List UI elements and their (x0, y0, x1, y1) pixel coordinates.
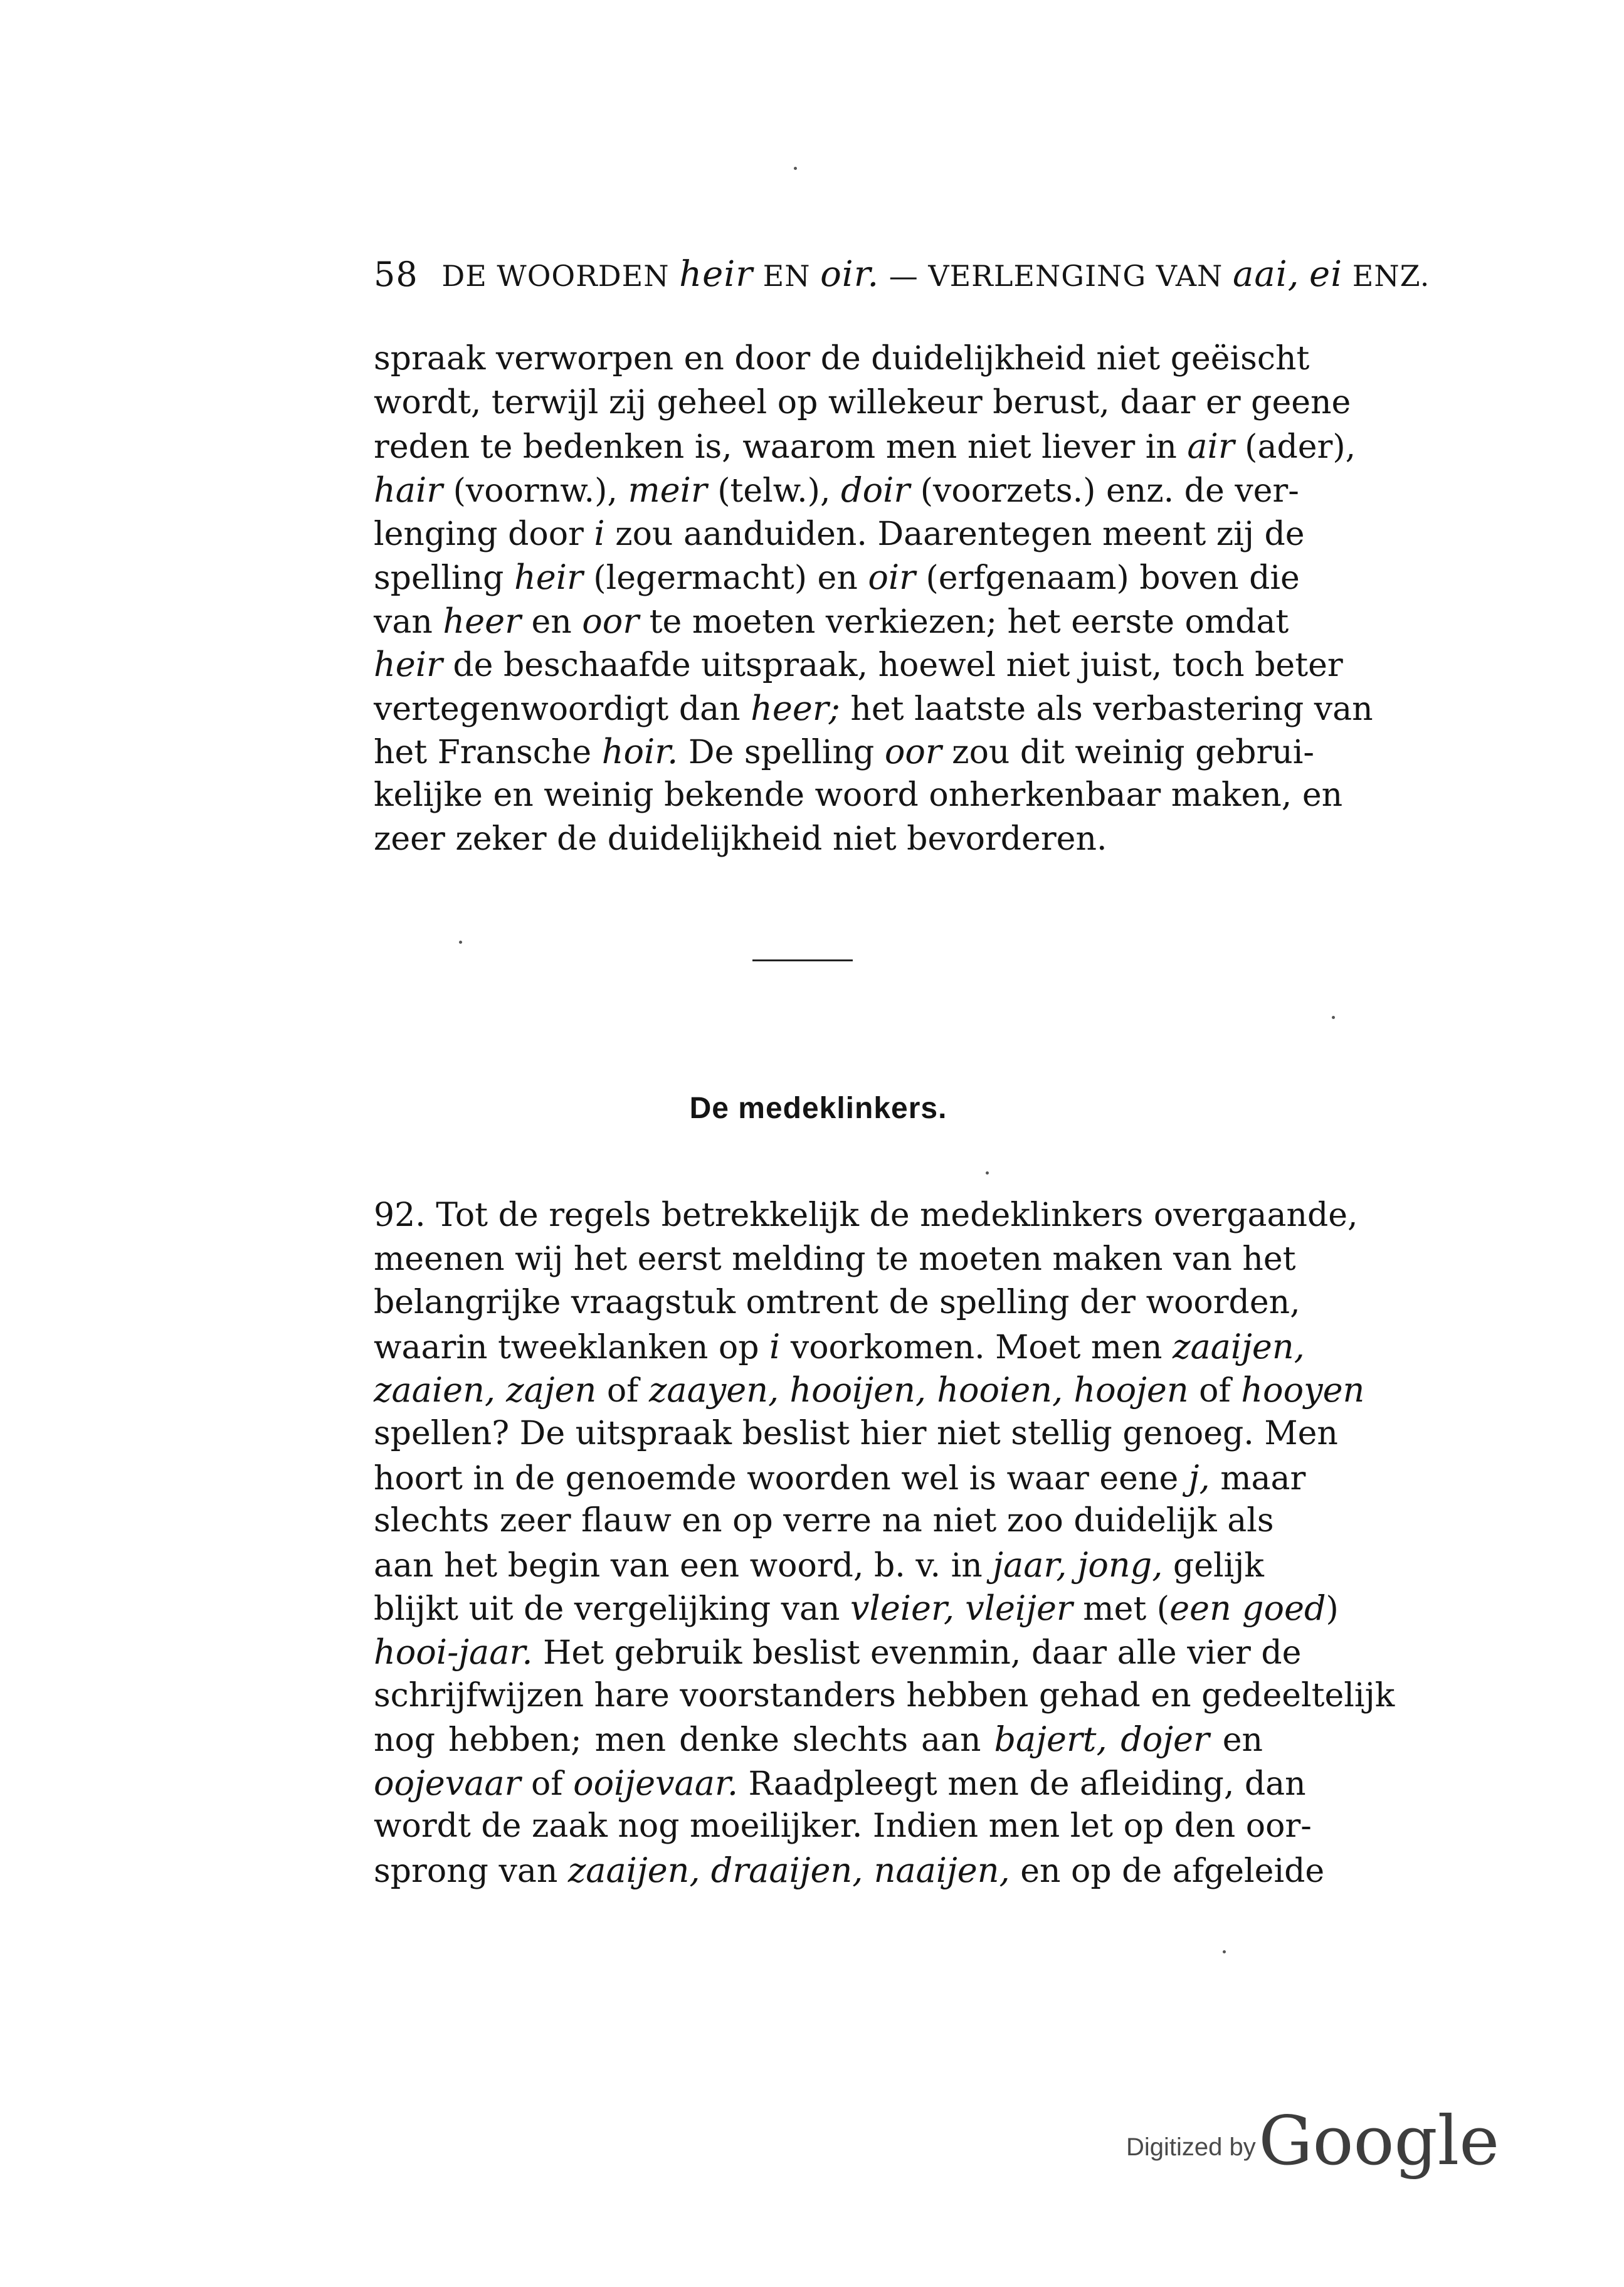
text-line (374, 599, 1289, 643)
text-line (374, 512, 1305, 556)
line-text: (ader), (1234, 428, 1356, 467)
line-text: te moeten verkiezen; het eerste omdat (639, 603, 1289, 641)
line-text: waarin tweeklanken op (374, 1328, 770, 1366)
line-text: sprong van (374, 1852, 568, 1890)
text-line (374, 1761, 1306, 1805)
line-text: of (596, 1372, 649, 1410)
line-text: met ( (1072, 1590, 1170, 1629)
line-text: hoort in de genoemde woorden wel is waar eene (374, 1459, 1189, 1497)
line-text: belangrijke vraagstuk omtrent de spelling der woorden, (374, 1284, 1300, 1322)
line-text: vertegenwoordigt dan (374, 690, 751, 728)
italic-term: hoir. (601, 732, 678, 772)
line-text: het Fransche (374, 734, 602, 772)
italic-term: oir (868, 557, 915, 597)
line-text: Raadpleegt men de afleiding, dan (738, 1765, 1306, 1803)
page-number: 58 (374, 255, 418, 294)
text-line (374, 1281, 1300, 1325)
header-italic-word: oir. (820, 254, 880, 295)
line-text: (voornw.), (443, 472, 628, 510)
line-text: van (374, 603, 443, 641)
speck (1332, 1016, 1335, 1019)
line-text: wordt de zaak nog moeilijker. Indien men let op den oor- (374, 1807, 1312, 1846)
line-text: (telw.), (707, 472, 841, 510)
line-text: meenen wij het eerst melding te moeten maken van het (374, 1240, 1296, 1278)
text-line (374, 337, 1310, 381)
text-line (374, 687, 1373, 731)
line-text: de beschaafde uitspraak, hoewel niet juist, toch beter (442, 647, 1343, 685)
header-text-part: EN (762, 259, 811, 293)
line-text: blijkt uit de vergelijking van (374, 1590, 851, 1629)
line-text: spellen? De uitspraak beslist hier niet stellig genoeg. Men (374, 1414, 1338, 1452)
line-text: zou aanduiden. Daarentegen meent zij de (604, 515, 1305, 554)
line-text: (legermacht) en (583, 559, 868, 597)
header-text-part: DE WOORDEN (441, 259, 670, 293)
line-text: en (1209, 1721, 1263, 1760)
text-line (374, 818, 1263, 862)
speck (459, 941, 462, 944)
text-line (374, 1543, 1263, 1587)
text-line (374, 643, 1343, 687)
text-line (374, 1368, 1365, 1412)
line-text: De spelling (678, 734, 885, 772)
line-text: of (520, 1765, 574, 1803)
line-text: reden te bedenken is, waarom men niet liever in (374, 428, 1188, 467)
line-text: het laatste als verbastering van (840, 690, 1373, 728)
text-line (374, 556, 1300, 599)
italic-term: hooyen (1241, 1370, 1365, 1410)
line-text: zou dit weinig gebrui- (941, 734, 1314, 772)
text-line (374, 1630, 1302, 1674)
line-text: maar (1210, 1459, 1306, 1497)
text-line (374, 1849, 1325, 1893)
header-text-part: ENZ. (1352, 259, 1430, 293)
line-text: zeer zeker de duidelijkheid niet bevorderen. (374, 820, 1107, 858)
italic-term: heer; (751, 688, 840, 728)
line-text: spelling (374, 559, 514, 597)
italic-term: j, (1188, 1457, 1210, 1497)
text-line (374, 1674, 1395, 1718)
text-line (374, 730, 1314, 774)
digitized-watermark (1126, 2102, 1499, 2180)
italic-term: bajert, dojer (994, 1719, 1210, 1760)
line-text: en (520, 603, 583, 641)
italic-term: heir (514, 557, 583, 597)
italic-term: jaar, jong, (993, 1545, 1163, 1585)
italic-term: zaaijen, draaijen, naaijen, (567, 1850, 1010, 1890)
italic-term: i (594, 514, 605, 554)
line-text: Het gebruik beslist evenmin, daar alle vier de (532, 1634, 1302, 1672)
line-text: (voorzets.) enz. de ver- (910, 472, 1299, 510)
italic-term: oojevaar (374, 1763, 521, 1803)
line-text: en op de afgeleide (1010, 1852, 1325, 1890)
text-line (374, 1325, 1305, 1369)
text-line (374, 381, 1351, 425)
line-text: wordt, terwijl zij geheel op willekeur berust, daar er geene (374, 383, 1351, 421)
text-line (374, 1499, 1274, 1543)
line-text: ) (1326, 1590, 1339, 1629)
text-line (374, 425, 1356, 468)
text-line (374, 1238, 1296, 1282)
italic-term: meir (628, 470, 707, 510)
speck (986, 1171, 989, 1175)
line-text: (erfgenaam) boven die (915, 559, 1300, 597)
line-text: slechts zeer flauw en op verre na niet zoo duidelijk als (374, 1502, 1274, 1540)
section-divider (752, 959, 853, 961)
line-text: aan het begin van een woord, b. v. in (374, 1546, 993, 1585)
speck (1223, 1950, 1226, 1953)
line-text: gelijk (1163, 1546, 1264, 1585)
italic-term: zaayen, hooijen, hooien, hoojen (648, 1370, 1189, 1410)
italic-term: heer (443, 601, 521, 641)
paragraph-continuation (374, 337, 1373, 861)
italic-term: zaaien, zajen (374, 1370, 597, 1410)
google-logo: Google (1258, 2102, 1500, 2180)
text-line (374, 1456, 1306, 1500)
italic-term: hair (374, 470, 443, 510)
text-line (374, 1718, 1263, 1761)
line-text: kelijke en weinig bekende woord onherkenbaar maken, en (374, 776, 1343, 814)
paragraph-92 (374, 1194, 1395, 1893)
section-title: De medeklinkers. (689, 1092, 947, 1125)
italic-term: doir (841, 470, 910, 510)
line-text: nog hebben; men denke slechts aan (374, 1721, 994, 1760)
header-italic-word: heir (679, 254, 753, 295)
italic-term: een goed (1169, 1588, 1326, 1629)
line-text: 92. Tot de regels betrekkelijk de medeklinkers overgaande, (374, 1196, 1358, 1234)
text-line (374, 774, 1343, 818)
italic-term: zaaijen, (1173, 1326, 1305, 1366)
text-line (374, 1587, 1339, 1630)
header-italic-word: ei (1309, 254, 1343, 295)
italic-term: i (769, 1326, 781, 1366)
line-text: voorkomen. Moet men (780, 1328, 1173, 1366)
italic-term: air (1187, 426, 1235, 467)
text-line (374, 1412, 1338, 1456)
italic-term: ooijevaar. (573, 1763, 738, 1803)
header-italic-word: aai, (1232, 254, 1300, 295)
text-line (374, 1194, 1358, 1238)
italic-term: oor (582, 601, 640, 641)
line-text: schrijfwijzen hare voorstanders hebben gehad en gedeeltelijk (374, 1676, 1395, 1714)
line-text: spraak verworpen en door de duidelijkheid niet geëischt (374, 340, 1310, 378)
line-text: of (1188, 1372, 1242, 1410)
italic-term: heir (374, 645, 443, 685)
italic-term: oor (884, 732, 942, 772)
italic-term: vleier, vleijer (850, 1588, 1073, 1629)
header-text-part: — VERLENGING VAN (888, 259, 1223, 293)
italic-term: hooi-jaar. (374, 1632, 533, 1672)
running-header (374, 254, 1430, 295)
text-line (374, 1805, 1312, 1849)
text-line (374, 468, 1299, 512)
speck (794, 167, 797, 170)
line-text: lenging door (374, 515, 594, 554)
digitized-by-text: Digitized by (1126, 2133, 1256, 2161)
